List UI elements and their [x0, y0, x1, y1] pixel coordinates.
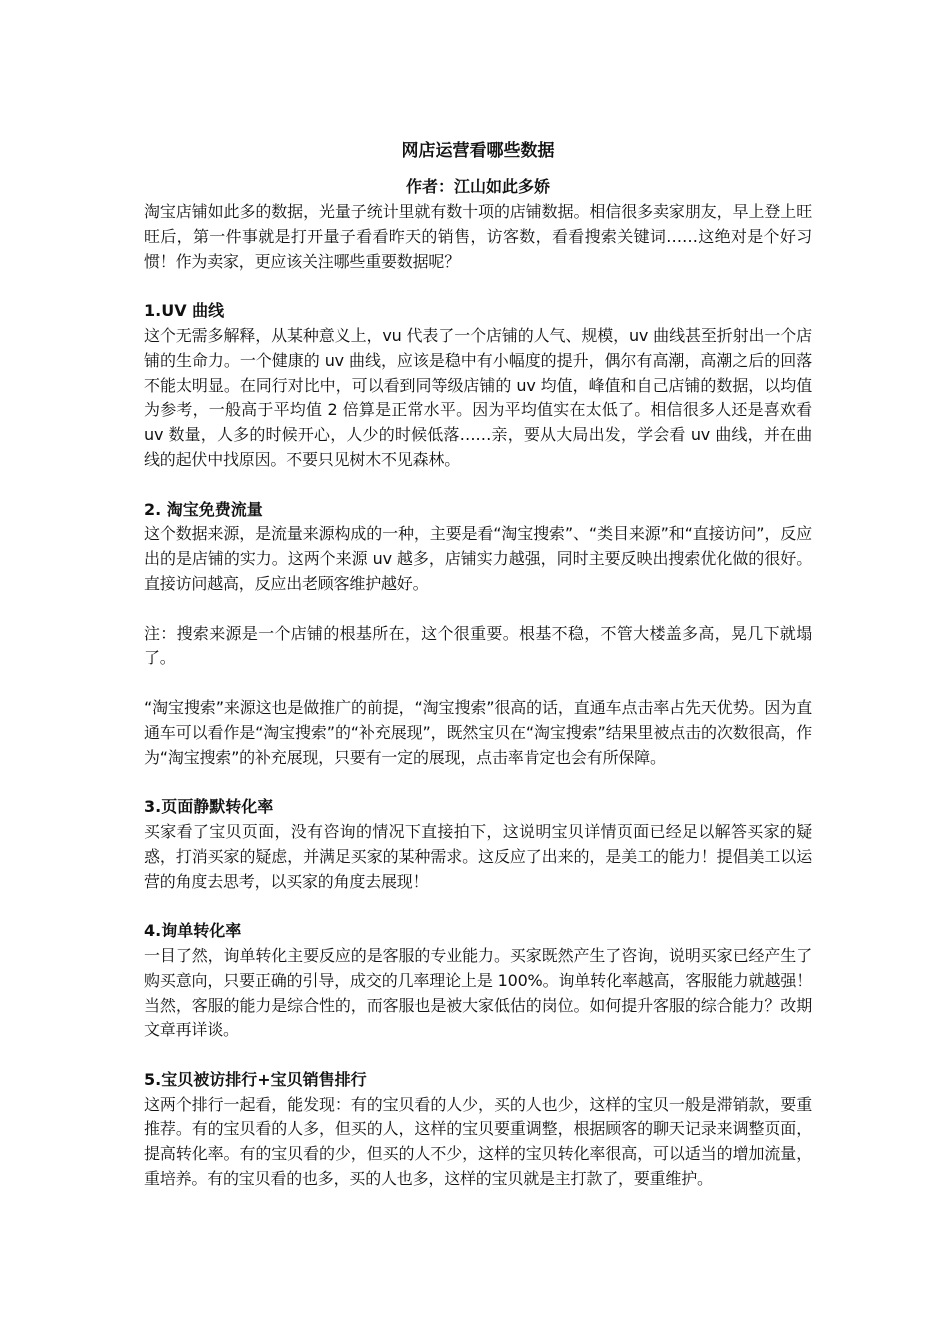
section-heading-uv-curve: 1.UV 曲线 — [144, 301, 225, 321]
intro-paragraph: 淘宝店铺如此多的数据，光量子统计里就有数十项的店铺数据。相信很多卖家朋友，早上登上旺旺后，第一件事就是打开量子看看昨天的销售，访客数，看看搜索关键词……这绝对是个好习惯！作为卖家，更应该关注哪些重要数据呢？ — [144, 202, 812, 271]
section-paragraph: “淘宝搜索”来源这也是做推广的前提，“淘宝搜索”很高的话，直通车点击率占先天优势。因为直通车可以看作是“淘宝搜索”的“补充展现”，既然宝贝在“淘宝搜索”结果里被点击的次数很高，作为“淘宝搜索”的补充展现，只要有一定的展现，点击率肯定也会有所保障。 — [144, 697, 812, 767]
section-heading-inquiry-conversion: 4.询单转化率 — [144, 921, 242, 941]
document-body — [144, 200, 812, 1192]
section-paragraph: 这两个排行一起看，能发现：有的宝贝看的人少，买的人也少，这样的宝贝一般是滞销款，要重推荐。有的宝贝看的人多，但买的人，这样的宝贝要重调整，根据顾客的聊天记录来调整页面，提高转化率。有的宝贝看的少，但买的人不少，这样的宝贝转化率很高，可以适当的增加流量，重培养。有的宝贝看的也多，买的人也多，这样的宝贝就是主打款了，要重维护。 — [144, 1094, 812, 1189]
section-paragraph: 买家看了宝贝页面，没有咨询的情况下直接拍下，这说明宝贝详情页面已经足以解答买家的疑惑，打消买家的疑虑，并满足买家的某种需求。这反应了出来的，是美工的能力！提倡美工以运营的角度去思考，以买家的角度去展现！ — [144, 821, 812, 891]
section-paragraph: 一目了然，询单转化主要反应的是客服的专业能力。买家既然产生了咨询，说明买家已经产生了购买意向，只要正确的引导，成交的几率理论上是 100%。询单转化率越高，客服能力就越强！当然，客服的能力是综合性的，而客服也是被大家低估的岗位。如何提升客服的综合能力？改期文章再详谈。 — [144, 945, 812, 1040]
section-paragraph: 这个无需多解释，从某种意义上，vu 代表了一个店铺的人气、规模，uv 曲线甚至折射出一个店铺的生命力。一个健康的 uv 曲线，应该是稳中有小幅度的提升，偶尔有高潮，高潮之后的回落不能太明显。在同行对比中，可以看到同等级店铺的 uv 均值，峰值和自己店铺的数据，以均值为参考，一般高于平均值 2 倍算是正常水平。因为平均值实在太低了。相信很多人还是喜欢看 uv 数量，人多的时候开心，人少的时候低落……亲，要从大局出发，学会看 uv 曲线，并在曲线的起伏中找原因。不要只见树木不见森林。 — [144, 325, 812, 469]
section-paragraph: 这个数据来源，是流量来源构成的一种，主要是看“淘宝搜索”、“类目来源”和“直接访问”，反应出的是店铺的实力。这两个来源 uv 越多，店铺实力越强，同时主要反映出搜索优化做的很好。直接访问越高，反应出老顾客维护越好。 — [144, 524, 812, 593]
section-heading-free-traffic: 2. 淘宝免费流量 — [144, 499, 263, 519]
section-heading-silent-conversion: 3.页面静默转化率 — [144, 797, 274, 817]
section-note-paragraph: 注：搜索来源是一个店铺的根基所在，这个很重要。根基不稳，不管大楼盖多高，晃几下就塌了。 — [144, 623, 812, 668]
document-title: 网店运营看哪些数据 — [401, 141, 555, 161]
section-heading-item-rankings: 5.宝贝被访排行+宝贝销售排行 — [144, 1069, 367, 1089]
document-author: 作者：江山如此多娇 — [405, 177, 550, 196]
